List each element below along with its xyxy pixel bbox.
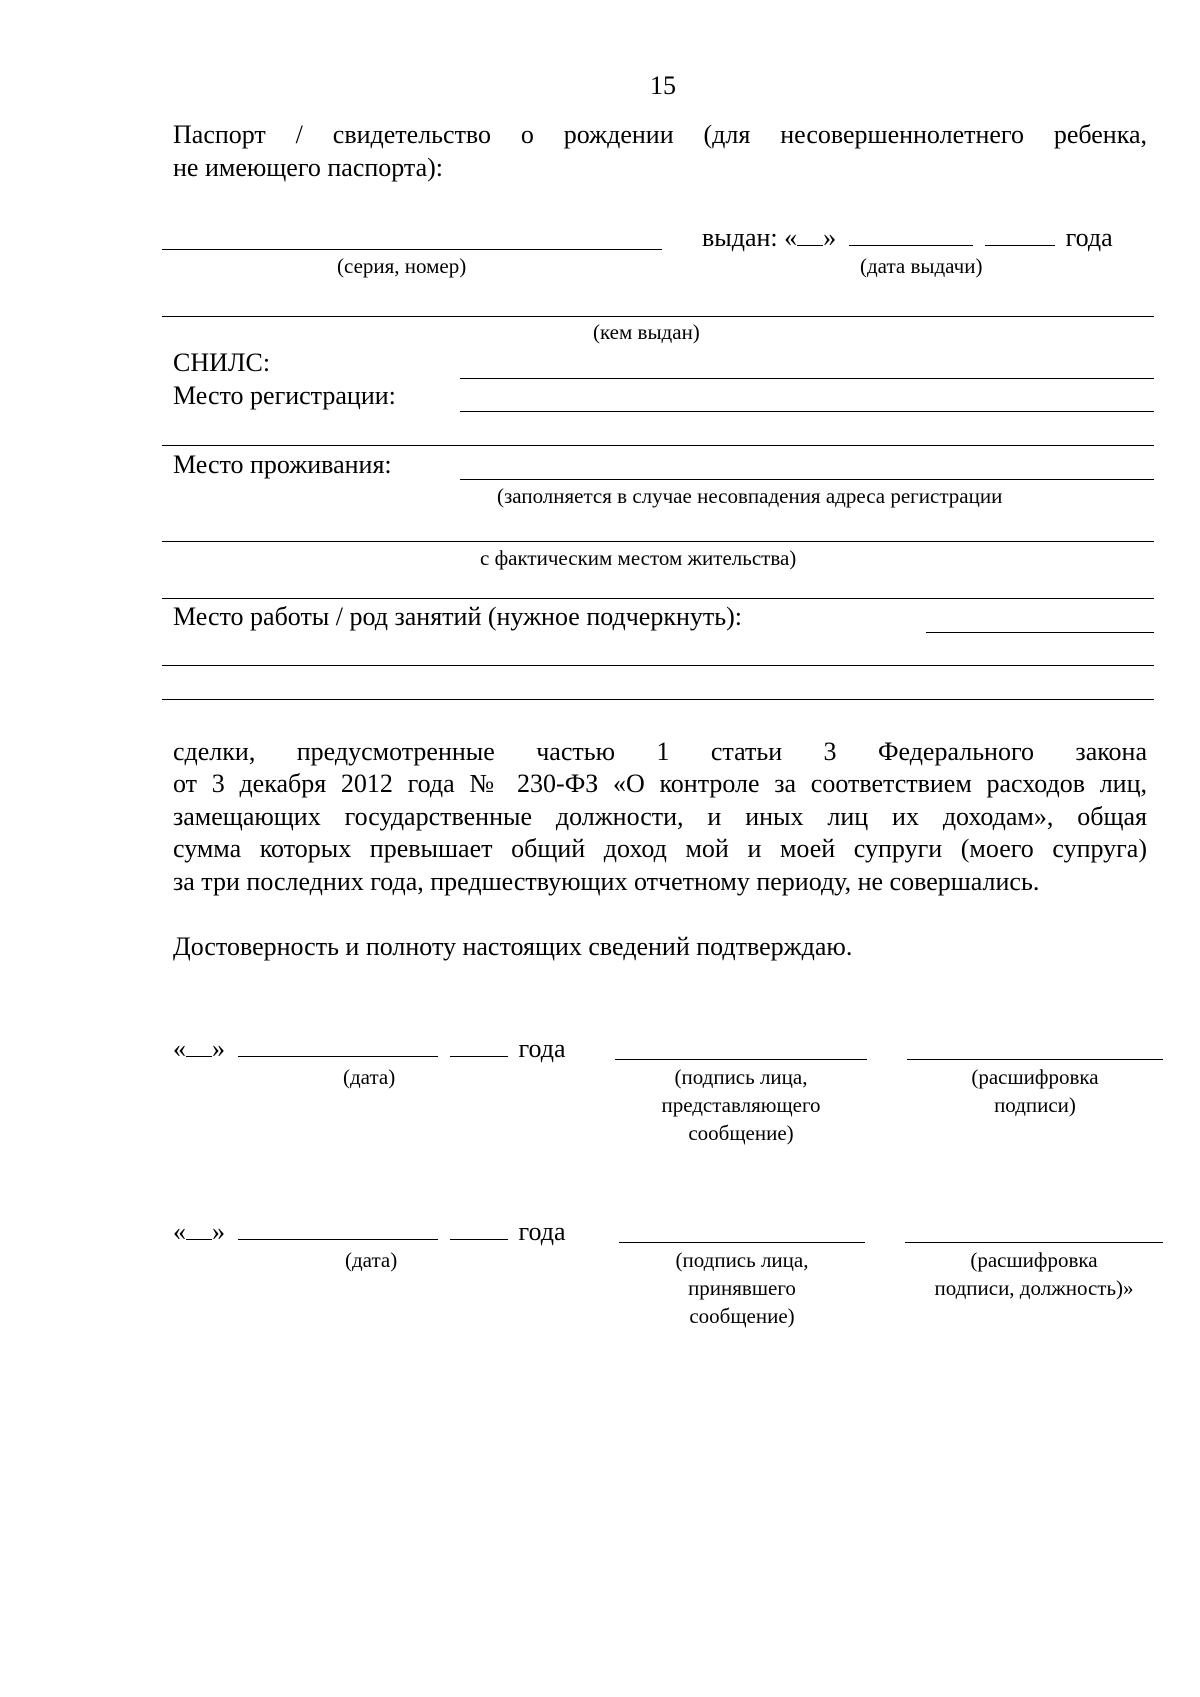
signature-1-day-blank[interactable] [186, 1030, 212, 1057]
signature-2-sign-line[interactable] [619, 1242, 865, 1243]
passport-heading-line1: Паспорт / свидетельство о рождении (для несовершеннолетнего ребенка, [173, 120, 1147, 149]
issued-day-blank[interactable] [797, 219, 823, 246]
issuer-caption: (кем выдан) [593, 320, 700, 344]
statement-line-4: сумма которых превышает общий доход мой и моей супруги (моего супруга) [173, 834, 1147, 863]
signature-1-sign-caption-line1: (подпись лица, [674, 1065, 808, 1089]
issued-year-word: года [1065, 223, 1113, 252]
passport-heading-line2: не имеющего паспорта): [173, 153, 444, 182]
signature-1-decode-caption-line2: подписи) [994, 1093, 1076, 1117]
signature-2-decode-caption [905, 1246, 1163, 1302]
statement-line-1: сделки, предусмотренные частью 1 статьи 3 Федерального закона [173, 737, 1147, 766]
issued-close-quote: » [823, 223, 837, 252]
signature-2-year-blank[interactable] [450, 1213, 508, 1240]
issue-date-caption: (дата выдачи) [860, 254, 983, 278]
signature-1-sign-line[interactable] [615, 1059, 867, 1060]
signature-2-sign-caption-line2: принявшего [688, 1276, 796, 1300]
signature-2-decode-caption-line1: (расшифровка [970, 1248, 1098, 1272]
signature-2-decode-line[interactable] [905, 1242, 1163, 1243]
residence-line-2[interactable] [162, 541, 1154, 542]
registration-line-2[interactable] [162, 445, 1154, 446]
signature-1-decode-caption [907, 1063, 1163, 1119]
signature-1-month-blank[interactable] [238, 1030, 438, 1057]
registration-line-1[interactable] [460, 411, 1154, 412]
statement-line-2: от 3 декабря 2012 года № 230-ФЗ «О контроле за соответствием расходов лиц, [173, 769, 1147, 798]
work-line-1[interactable] [926, 632, 1154, 633]
signature-1-year-blank[interactable] [450, 1030, 508, 1057]
issued-year-blank[interactable] [985, 219, 1055, 246]
issued-month-blank[interactable] [849, 219, 973, 246]
signature-2-date-row [173, 1213, 566, 1248]
issued-label: выдан: « [702, 223, 798, 252]
statement-last-line: за три последних года, предшествующих отчетному периоду, не совершались. [173, 867, 1040, 896]
signature-2-sign-caption-line3: сообщение) [689, 1304, 795, 1328]
signature-1-close-quote: » [212, 1034, 225, 1063]
work-label: Место работы / род занятий (нужное подчеркнуть): [173, 602, 742, 631]
signature-1-open-quote: « [173, 1034, 186, 1063]
signature-1-date-caption: (дата) [343, 1065, 396, 1089]
series-number-caption: (серия, номер) [337, 254, 467, 278]
issuer-line[interactable] [162, 316, 1154, 317]
signature-1-decode-caption-line1: (расшифровка [971, 1065, 1099, 1089]
signature-2-sign-caption-line1: (подпись лица, [675, 1248, 809, 1272]
snils-label: СНИЛС: [173, 348, 271, 377]
signature-2-decode-caption-line2: подписи, должность)» [934, 1276, 1134, 1300]
signature-2-close-quote: » [212, 1217, 225, 1246]
statement-line-3: замещающих государственные должности, и иных лиц их доходам», общая [173, 802, 1147, 831]
series-number-line[interactable] [162, 249, 662, 250]
confirmation-text: Достоверность и полноту настоящих сведений подтверждаю. [173, 932, 853, 961]
residence-label: Место проживания: [173, 450, 392, 479]
residence-line-1[interactable] [460, 479, 1154, 480]
residence-line-3[interactable] [162, 598, 1154, 599]
signature-1-date-row [173, 1030, 566, 1065]
signature-2-date-caption: (дата) [345, 1248, 398, 1272]
signature-2-month-blank[interactable] [238, 1213, 438, 1240]
residence-note-line1: (заполняется в случае несовпадения адреса регистрации [497, 484, 1003, 508]
signature-1-sign-caption-line3: сообщение) [688, 1121, 794, 1145]
work-line-2[interactable] [162, 665, 1154, 666]
signature-2-day-blank[interactable] [186, 1213, 212, 1240]
signature-2-year-word: года [518, 1217, 566, 1246]
residence-note-line2: с фактическим местом жительства) [480, 546, 797, 570]
registration-label: Место регистрации: [173, 381, 396, 410]
issued-date-row [702, 219, 1113, 254]
signature-1-sign-caption [615, 1063, 867, 1147]
signature-1-year-word: года [518, 1034, 566, 1063]
signature-2-open-quote: « [173, 1217, 186, 1246]
page-number: 15 [650, 71, 676, 100]
signature-1-sign-caption-line2: представляющего [661, 1093, 821, 1117]
signature-2-sign-caption [619, 1246, 865, 1330]
work-line-3[interactable] [162, 699, 1154, 700]
snils-line[interactable] [460, 378, 1154, 379]
signature-1-decode-line[interactable] [907, 1059, 1163, 1060]
